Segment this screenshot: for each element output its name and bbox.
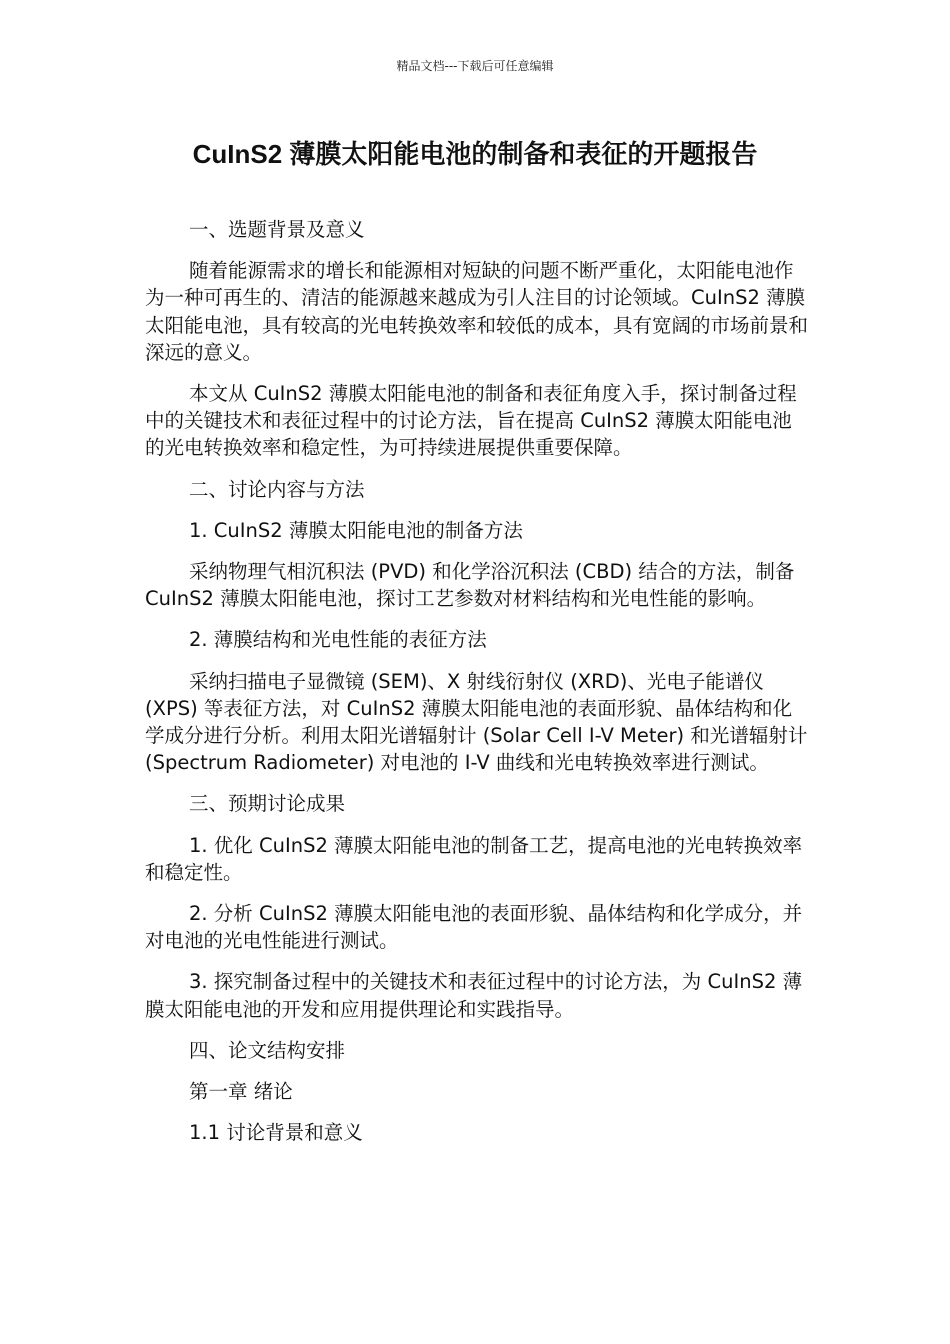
section-heading-structure: 四、论文结构安排	[189, 1038, 346, 1062]
paragraph: 采纳扫描电子显微镜 (SEM)、X 射线衍射仪 (XRD)、光电子能谱仪 (XPS) 等表征方法，对 CuInS2 薄膜太阳能电池的表面形貌、晶体结构和化学成分进行分析。利用太阳光谱辐射计 (Solar Cell I-V Meter) 和光谱辐射计 (Spectrum Radiometer) 对电池的 I-V 曲线和光电转换效率进行测试。	[145, 669, 808, 775]
list-item: 3. 探究制备过程中的关键技术和表征过程中的讨论方法，为 CuInS2 薄膜太阳能电池的开发和应用提供理论和实践指导。	[145, 970, 803, 1021]
section-heading-content-methods: 二、讨论内容与方法	[189, 477, 365, 501]
subsection-heading: 1. CuInS2 薄膜太阳能电池的制备方法	[189, 518, 523, 542]
header-note: 精品文档---下载后可任意编辑	[396, 59, 554, 73]
subsection-heading: 1.1 讨论背景和意义	[189, 1121, 363, 1145]
section-heading-expected-results: 三、预期讨论成果	[189, 792, 346, 816]
chapter-heading: 第一章 绪论	[189, 1080, 293, 1104]
paragraph: 采纳物理气相沉积法 (PVD) 和化学浴沉积法 (CBD) 结合的方法，制备 CuInS2 薄膜太阳能电池，探讨工艺参数对材料结构和光电性能的影响。	[145, 560, 795, 611]
list-item: 1. 优化 CuInS2 薄膜太阳能电池的制备工艺，提高电池的光电转换效率和稳定性。	[145, 833, 803, 884]
paragraph: 随着能源需求的增长和能源相对短缺的问题不断严重化，太阳能电池作为一种可再生的、清洁的能源越来越成为引人注目的讨论领域。CuInS2 薄膜太阳能电池，具有较高的光电转换效率和较低的成本，具有宽阔的市场前景和深远的意义。	[145, 259, 809, 364]
subsection-heading: 2. 薄膜结构和光电性能的表征方法	[189, 628, 487, 652]
list-item: 2. 分析 CuInS2 薄膜太阳能电池的表面形貌、晶体结构和化学成分，并对电池的光电性能进行测试。	[145, 902, 803, 953]
document-title: CuInS2 薄膜太阳能电池的制备和表征的开题报告	[192, 139, 758, 169]
document-body	[145, 216, 810, 1160]
section-heading-background: 一、选题背景及意义	[189, 218, 365, 241]
paragraph: 本文从 CuInS2 薄膜太阳能电池的制备和表征角度入手，探讨制备过程中的关键技术和表征过程中的讨论方法，旨在提高 CuInS2 薄膜太阳能电池的光电转换效率和稳定性，为可持续进展提供重要保障。	[145, 382, 797, 460]
